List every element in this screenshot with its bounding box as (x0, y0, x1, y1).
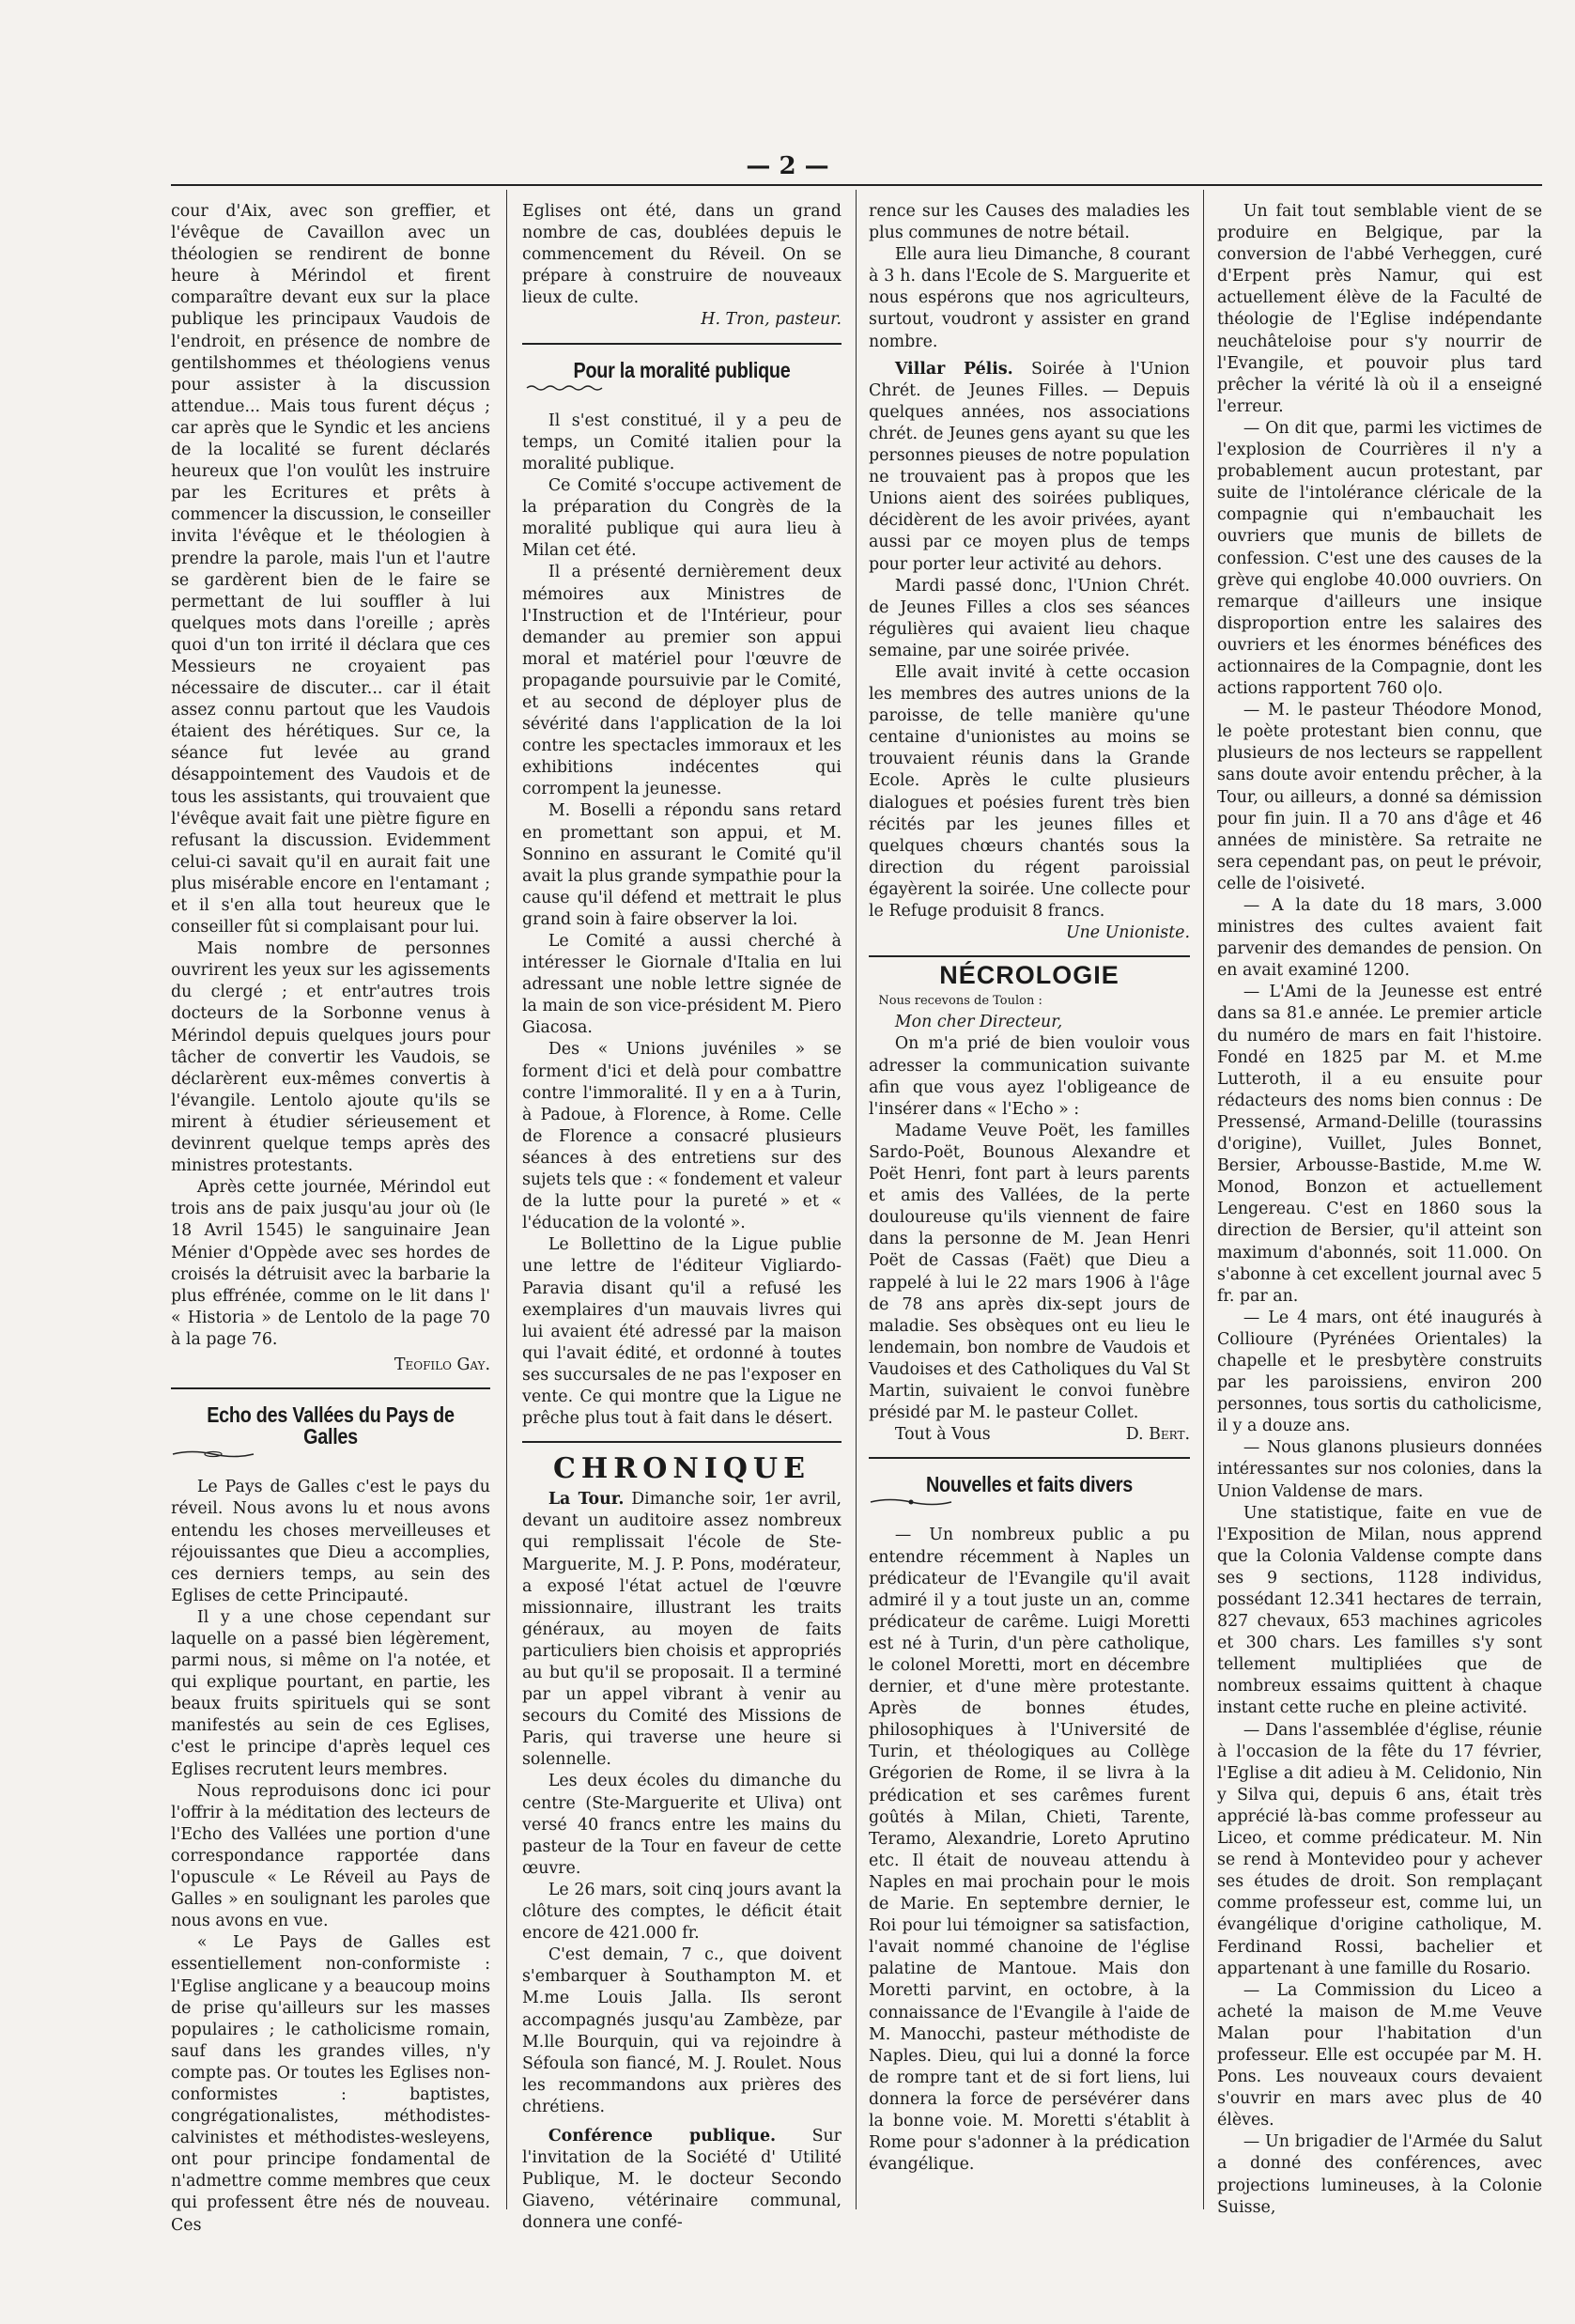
paragraph: Il y a une chose cependant sur laquelle on a passé bien légèrement, parmi nous, si même on l'a notée, et qui explique pourtant, en partie, les beaux fruits spirituels qui se sont manifestés au sein de ces Eglises, c'est le principe d'après lequel ces Eglises recrutent leurs membres. (171, 1607, 490, 1779)
paragraph-body: Soirée à l'Union Chrét. de Jeunes Filles. — Depuis quelques années, nos associations chrét. de Jeunes gens ayant su que les personnes pieuses de notre population ne trouvaient pas à propos que les Unions aient des soirées publiques, décidèrent de les avoir privées, ayant aussi par ce moyen plus de temps pour porter leur activité au dehors. (869, 359, 1190, 574)
paragraph: M. Boselli a répondu sans retard en promettant son appui, et M. Sonnino en assurant le Comité qu'il avait la plus grande sympathie pour la cause qu'il défend et mettrait le plus grand soin à faire observer la loi. (522, 801, 842, 929)
section-rule (869, 1457, 1190, 1459)
paragraph: cour d'Aix, avec son greffier, et l'évêque de Cavaillon avec un théologien se rendirent de bonne heure à Mérindol et firent comparaître devant eux sur la place publique les principaux Vaudois de l'endroit, en présence de nombre de gentilshommes et théologiens venus pour assister à la discussion attendue... Mais tous furent déçus ; car après que le Syndic et les anciens de la localité se furent déclarés heureux que l'on voulût les instruire par les Ecritures et prêts à commencer la discussion, le conseiller invita l'évêque et le théologien à prendre la parole, mais l'un et l'autre se gardèrent bien de le faire se permettant de lui souffler à lui quelques mots dans l'oreille ; après quoi d'un ton irrité il déclara que ces Messieurs ne croyaient pas nécessaire de discuter... car il était assez connu partout que les Vaudois étaient des hérétiques. Sur ce, la séance fut levée au grand désappointement des Vaudois et de tous les assistants, qui trouvaient que l'évêque avait fait une piètre figure en refusant la discussion. Evidemment celui-ci savait qu'il en aurait fait une plus misérable encore en l'entamant ; et il s'en alla tout heureux que le conseiller fût si complaisant pour lui. (171, 202, 491, 937)
paragraph: Madame Veuve Poët, les familles Sardo-Poët, Bounous Alexandre et Poët Henri, font part à leurs parents et amis des Vallées, de la perte douloureuse qu'ils viennent de faire dans la personne de M. Jean Henri Poët de Cassas (Faët) que Dieu a rappelé à lui le 22 mars 1906 à l'âge de 78 ans après dix-sept jours de maladie. Ses obsèques ont eu lieu le lendemain, bon nombre de Vaudois et Vaudoises et des Catholiques du Val St Martin, suivaient le convoi funèbre présidé par M. le pasteur Collet. (869, 1121, 1190, 1423)
paragraph: Il s'est constitué, il y a peu de temps, un Comité italien pour la moralité publique. (522, 411, 842, 473)
paragraph-conference (522, 2126, 842, 2234)
flourish-ornament (171, 1449, 255, 1459)
section-rule (171, 1387, 490, 1389)
signature: Teofilo Gay. (394, 1355, 490, 1374)
closing: Tout à Vous (894, 1425, 991, 1445)
paragraph: Mais nombre de personnes ouvrirent les yeux sur les agissements du clergé ; et entr'autres trois docteurs de la Sorbonne venus à Mérindol depuis quelques jours pour tâcher de convertir les Vaudois, se déclarèrent eux-mêmes convertis à l'évangile. Lentolo ajoute qu'ils se mirent à étudier sérieusement et devinrent quelque temps après des ministres protestants. (171, 939, 490, 1176)
signature: Une Unioniste. (1065, 923, 1190, 943)
column-divider (506, 190, 507, 2209)
column-4 (1217, 201, 1542, 2217)
paragraph-la-tour (522, 1489, 842, 1771)
page-number: — 2 — (746, 152, 829, 180)
paragraph: — On dit que, parmi les victimes de l'explosion de Courrières il n'y a probablement aucun protestant, par suite de l'intolérance cléricale de la compagnie qui n'embauchait les ouvriers que munis de billets de confession. C'est une des causes de la grève qui englobe 40.000 ouvriers. On remarque d'ailleurs une insique disproportion entre les salaires des ouvriers et les énormes bénéfices des actionnaires de la Compagnie, dont les actions rapportent 760 o|o. (1217, 418, 1542, 699)
paragraph: Nous reproduisons donc ici pour l'offrir à la méditation des lecteurs de l'Echo des Vallées une portion d'une correspondance rapportée dans l'opuscule « Le Réveil au Pays de Galles » en soulignant les paroles que nous avons en vue. (171, 1781, 490, 1931)
paragraph: — Nous glanons plusieurs données intéressantes sur nos colonies, dans la Union Valdense de mars. (1217, 1438, 1542, 1501)
paragraph: Mardi passé donc, l'Union Chrét. de Jeunes Filles a clos ses séances régulières qui avaient lieu chaque semaine, par une soirée privée. (869, 576, 1190, 660)
paragraph: Le Bollettino de la Ligue publie une lettre de l'éditeur Vigliardo-Paravia disant qu'il a refusé les exemplaires d'un mauvais livres qui lui avaient été adressé par la maison qui l'avait édité, et ordonné à toutes ses succursales de ne pas l'exposer en vente. Ce qui montre que la Ligue ne prêche plus tout à fait dans le désert. (522, 1235, 842, 1429)
column-divider (856, 190, 857, 2209)
paragraph-lead: Conférence publique. (548, 2126, 777, 2146)
paragraph: — M. le pasteur Théodore Monod, le poète protestant bien connu, que plusieurs de nos lecteurs se rappellent sans doute avoir entendu prêcher, à la Tour, ou ailleurs, a donné sa démission pour fin juin. Il a 70 ans d'âge et 46 années de ministère. Sa retraite ne sera cependant pas, on peut le prévoir, celle de l'oisiveté. (1217, 701, 1542, 893)
column-3 (869, 201, 1190, 2197)
paragraph-lead: La Tour. (548, 1490, 625, 1510)
signature: D. Bert. (1125, 1425, 1190, 1445)
paragraph: On m'a prié de bien vouloir vous adresser la communication suivante afin que vous ayez l'obligeance de l'insérer dans « l'Echo » : (869, 1034, 1190, 1119)
paragraph-body: Dimanche soir, 1er avril, devant un auditoire assez nombreux qui remplissait l'école de Ste-Marguerite, M. J. P. Pons, modérateur, a exposé l'état actuel de l'œuvre missionnaire, illustrant les traits généraux, au moyen de faits particuliers bien choisis et appropriés au but qu'il se proposait. Il a terminé par un appel vibrant à venir au secours du Comité des Missions de Paris, qui traverse une heure si solennelle. (522, 1490, 842, 1770)
paragraph: Eglises ont été, dans un grand nombre de cas, doublées depuis le commencement du Réveil. On se prépare à construire de nouveaux lieux de culte. (522, 202, 842, 308)
small-note: Nous recevons de Toulon : (878, 994, 1042, 1009)
paragraph: Le 26 mars, soit cinq jours avant la clôture des comptes, le déficit était encore de 421.000 fr. (522, 1880, 842, 1944)
paragraph: Il a présenté dernièrement deux mémoires aux Ministres de l'Instruction et de l'Intérieur, pour demander au premier son appui moral et matériel pour l'œuvre de propagande poursuivie par le Comité, et au second de déployer plus de sévérité dans l'application de la loi contre les spectacles immoraux et les exhibitions indécentes qui corrompent la jeunesse. (522, 563, 842, 799)
section-title-chronique: CHRONIQUE (553, 1452, 811, 1486)
paragraph-villar (869, 359, 1190, 576)
paragraph: — Un brigadier de l'Armée du Salut a donné des conférences, avec projections lumineuses, à la Colonie Suisse, (1217, 2132, 1542, 2217)
section-title-moralite: Pour la moralité publique (573, 357, 791, 382)
paragraph: Les deux écoles du dimanche du centre (Ste-Marguerite et Uliva) ont versé 40 francs entre les mains du pasteur de la Tour en faveur de cette œuvre. (522, 1772, 842, 1878)
paragraph: Des « Unions juvéniles » se forment d'ici et delà pour combattre contre l'immoralité. Il y en a à Turin, à Padoue, à Florence, à Rome. Celle de Florence a consacré plusieurs séances à des entretiens sur des sujets tels que : « fondement et valeur de la lutte pour la pureté » et « l'éducation de la volonté ». (522, 1040, 842, 1233)
paragraph: — A la date du 18 mars, 3.000 ministres des cultes avaient fait parvenir des demandes de pension. On en avait examiné 1200. (1217, 896, 1542, 981)
paragraph: Après cette journée, Mérindol eut trois ans de paix jusqu'au jour où (le 18 Avril 1545) le sanguinaire Jean Ménier d'Oppède avec ses hordes de croisés la détruisit avec la barbarie la plus effrénée, comme on le lit dans l' « Historia » de Lentolo de la page 70 à la page 76. (171, 1178, 490, 1349)
wavy-ornament (522, 383, 607, 393)
paragraph: Un fait tout semblable vient de se produire en Belgique, par la conversion de l'abbé Verheggen, curé d'Erpent près Namur, qui est actuellement élève de la Faculté de théologie de l'Eglise indépendante neuchâteloise pour s'y nourrir de l'Evangile, et pouvoir plus tard prêcher la vérité là où il a enseigné l'erreur. (1217, 202, 1542, 416)
paragraph: — Dans l'assemblée d'église, réunie à l'occasion de la fête du 17 février, l'Eglise a dit adieu à M. Celidonio, Nin y Silva qui, depuis 6 ans, était très apprécié là-bas comme professeur au Liceo, et comme prédicateur. M. Nin se rend à Montevideo pour y achever ses études de droit. Son remplaçant comme professeur est, comme lui, un évangélique d'origine catholique, M. Ferdinand Rossi, bachelier et appartenant à une famille du Rosario. (1217, 1720, 1542, 1978)
signature: H. Tron, pasteur. (701, 310, 842, 330)
paragraph: — La Commission du Liceo a acheté la maison de M.me Veuve Malan pour l'habitation d'un professeur. Elle est occupée par M. H. Pons. Les nouveaux cours devaient s'ouvrir en mars avec plus de 40 élèves. (1217, 1980, 1542, 2130)
column-2 (522, 201, 842, 2233)
paragraph: Le Pays de Galles c'est le pays du réveil. Nous avons lu et nous avons entendu les choses merveilleuses et réjouissantes que Dieu a accomplies, ces derniers temps, au sein des Eglises de cette Principauté. (171, 1478, 490, 1605)
header-rule (171, 184, 1542, 186)
paragraph: — L'Ami de la Jeunesse est entré dans sa 81.e année. Le premier article du numéro de mars en fait l'histoire. Fondé en 1825 par M. et M.me Lutteroth, il a eu ensuite pour rédacteurs des noms bien connus : De Pressensé, Armand-Delille (tourassins d'origine), Vuillet, Jules Bonnet, Bersier, Arbousse-Bastide, M.me W. Monod, Bonzon et actuellement Lengereau. C'est en 1860 sous la direction de Bersier, qu'il atteint son maximum d'abonnés, soit 11.000. On s'abonne à cet excellent journal avec 5 fr. par an. (1217, 983, 1542, 1306)
paragraph: Elle avait invité à cette occasion les membres des autres unions de la paroisse, de telle manière qu'une centaine d'unionistes au moins se trouvaient réunis dans la Grande Ecole. Après le culte plusieurs dialogues et poésies furent très bien récités par les jeunes filles et quelques chœurs chantés sous la direction du régent paroissial égayèrent la soirée. Une collecte pour le Refuge produisit 8 francs. (869, 662, 1190, 921)
paragraph: — Le 4 mars, ont été inaugurés à Collioure (Pyrénées Orientales) la chapelle et le presbytère construits par les paroissiens, environ 200 personnes, tous sortis du catholicisme, il y a douze ans. (1217, 1308, 1542, 1436)
flourish-ornament (869, 1497, 953, 1507)
column-1 (171, 201, 491, 2235)
paragraph: Ce Comité s'occupe activement de la préparation du Congrès de la moralité publique qui aura lieu à Milan cet été. (522, 476, 842, 561)
section-title-nouvelles: Nouvelles et faits divers (925, 1472, 1134, 1497)
section-title-echo: Echo des Vallées du Pays de Galles (207, 1402, 455, 1449)
signature-line (869, 1424, 1190, 1446)
salutation: Mon cher Directeur, (894, 1013, 1063, 1032)
section-rule (522, 1441, 842, 1443)
section-rule (522, 343, 842, 345)
paragraph: Le Comité a aussi cherché à intéresser le Giornale d'Italia en lui adressant une noble lettre signée de la main de son vice-président M. Piero Giacosa. (522, 932, 842, 1038)
section-rule (869, 955, 1190, 957)
paragraph: C'est demain, 7 c., que doivent s'embarquer à Southampton M. et M.me Louis Jalla. Ils seront accompagnés jusqu'au Zambèze, par M.lle Bourquin, qui va rejoindre à Séfoula son fiancé, M. J. Roulet. Nous les recommandons aux prières des chrétiens. (522, 1945, 842, 2116)
paragraph: Une statistique, faite en vue de l'Exposition de Milan, nous apprend que la Colonia Valdense compte dans ses 9 sections, 1128 individus, possédant 12.341 hectares de terrain, 827 chevaux, 653 machines agricoles et 300 chars. Les familles s'y sont tellement multipliées que de nombreux essaims quittent à chaque instant cette ruche en pleine activité. (1217, 1503, 1542, 1718)
paragraph: « Le Pays de Galles est essentiellement non-conformiste : l'Eglise anglicane y a beaucoup moins de prise qu'ailleurs sur les masses populaires ; le catholicisme romain, sauf dans les grandes villes, n'y compte pas. Or toutes les Eglises non-conformistes : baptistes, congrégationalistes, méthodistes-calvinistes et méthodistes-wesleyens, ont pour principe fondamental de n'admettre comme membres que ceux qui professent être nés de nouveau. Ces (171, 1933, 490, 2235)
section-title-necrologie: NÉCROLOGIE (939, 961, 1119, 990)
paragraph: Elle aura lieu Dimanche, 8 courant à 3 h. dans l'Ecole de S. Marguerite et nous espérons que nos agriculteurs, surtout, voudront y assister en grand nombre. (869, 245, 1190, 351)
paragraph-lead: Villar Pélis. (894, 359, 1013, 379)
paragraph: rence sur les Causes des maladies les plus communes de notre bétail. (869, 202, 1190, 243)
column-divider (1203, 190, 1204, 2209)
paragraph: — Un nombreux public a pu entendre récemment à Naples un prédicateur de l'Evangile qu'il avait admiré il y a tout juste un an, comme prédicateur de carême. Luigi Moretti est né à Turin, d'un père catholique, le colonel Moretti, mort en décembre dernier, et d'une mère protestante. Après de bonnes études, philosophiques à l'Université de Turin, et théologiques au Collège Grégorien de Rome, il se livra à la prédication et ses carêmes furent goûtés à Milan, Chieti, Tarente, Teramo, Alexandrie, Loreto Aprutino etc. Il était de nouveau attendu à Naples en mai prochain pour le mois de Marie. En septembre dernier, le Roi pour lui témoigner sa satisfaction, l'avait nommé chanoine de l'église palatine de Mantoue. Mais don Moretti parvint, en octobre, à la connaissance de l'Evangile à l'aide de M. Manocchi, pasteur méthodiste de Naples. Dieu, qui lui a donné la force de rompre tant et de si fort liens, lui donnera la force de persévérer dans la bonne voie. M. Moretti s'établit à Rome pour s'adonner à la prédication évangélique. (869, 1526, 1190, 2175)
paragraph-body: Sur l'invitation de la Société d' Utilité Publique, M. le docteur Secondo Giaveno, vétérinaire communal, donnera une confé- (522, 2126, 842, 2233)
